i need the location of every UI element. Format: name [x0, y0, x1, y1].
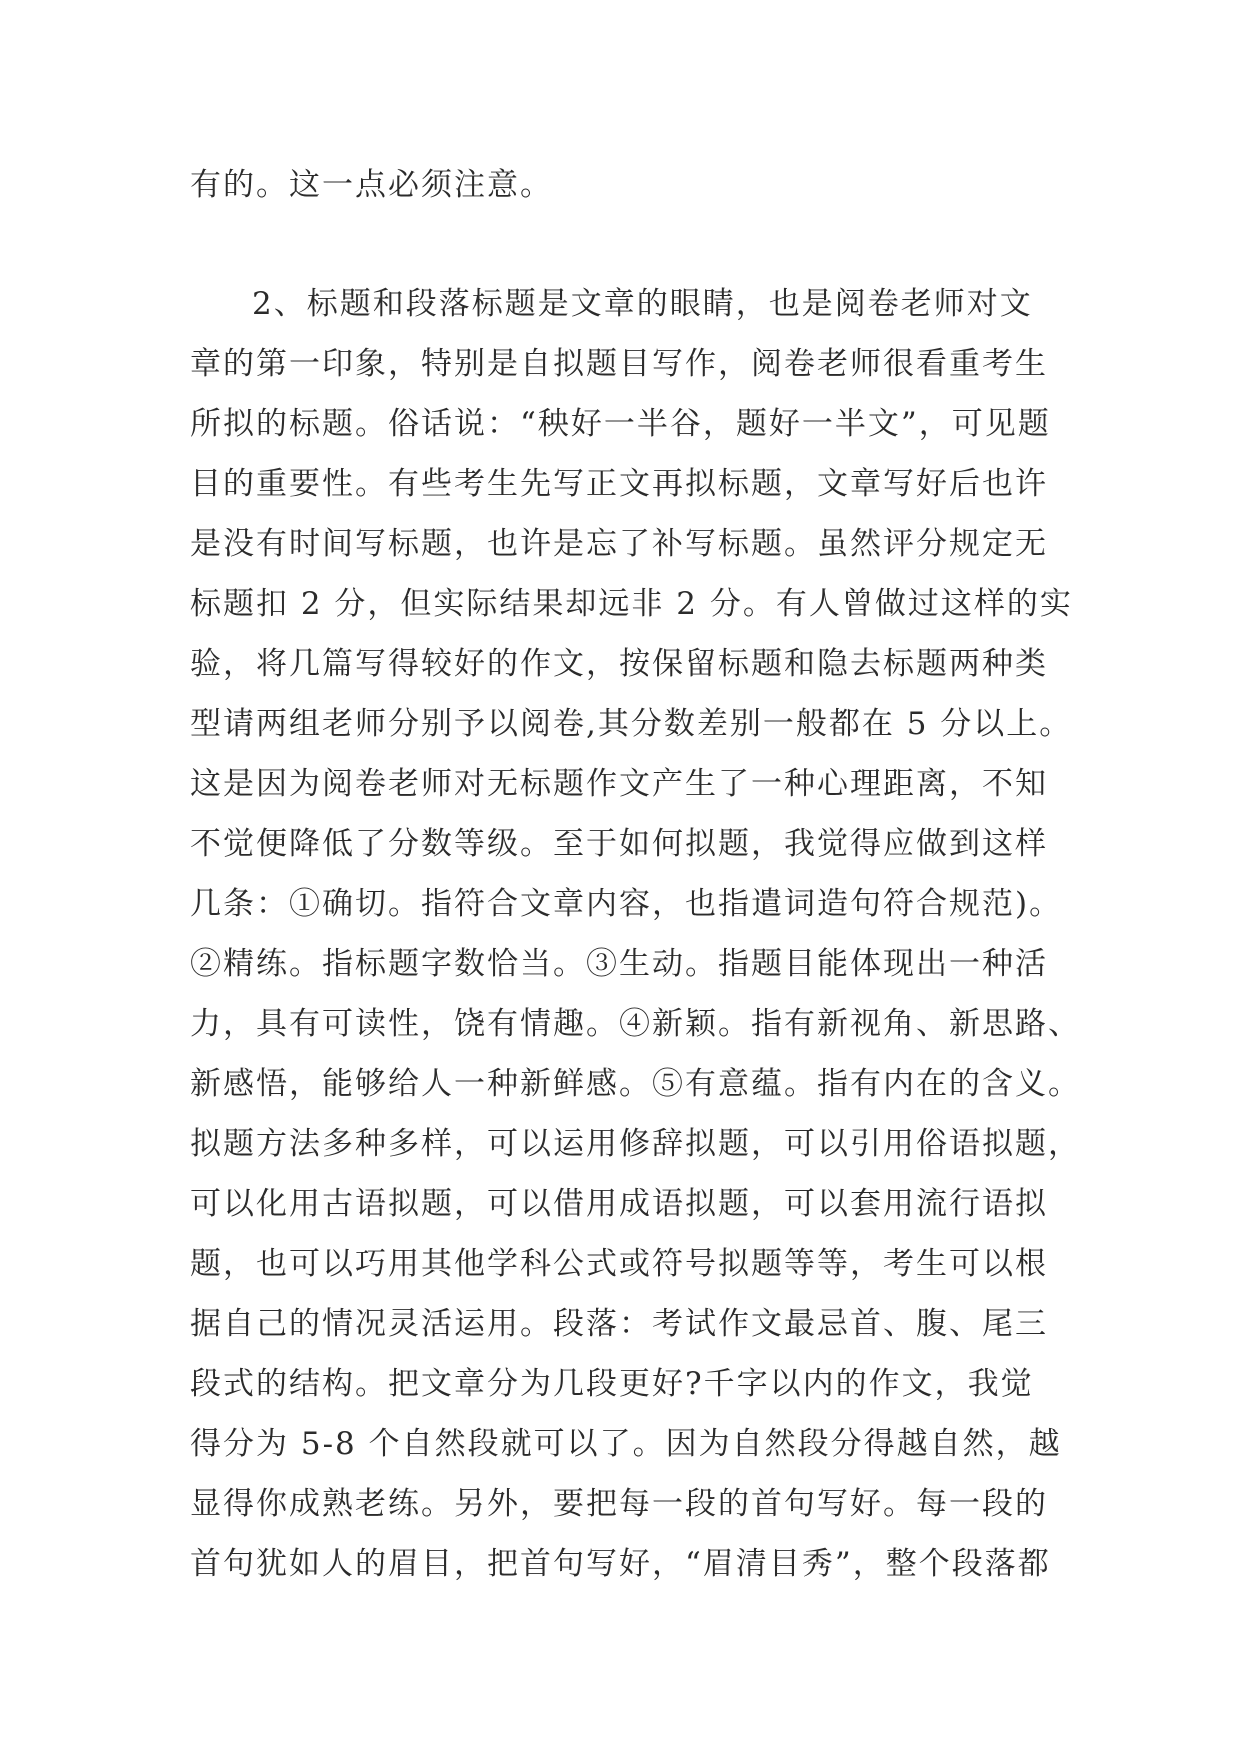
paragraph-2 — [190, 274, 1081, 1594]
text-line: 目的重要性。有些考生先写正文再拟标题，文章写好后也许 — [190, 466, 1048, 502]
text-line: 2、标题和段落标题是文章的眼睛，也是阅卷老师对文 — [252, 286, 1033, 322]
continuation-text — [190, 155, 1050, 215]
text-line: 首句犹如人的眉目，把首句写好，“眉清目秀”，整个段落都 — [190, 1546, 1051, 1582]
text-line: 型请两组老师分别予以阅卷,其分数差别一般都在 5 分以上。 — [190, 706, 1073, 742]
text-line: 可以化用古语拟题，可以借用成语拟题，可以套用流行语拟 — [190, 1186, 1048, 1222]
text-line: 这是因为阅卷老师对无标题作文产生了一种心理距离，不知 — [190, 766, 1048, 802]
text-line: 不觉便降低了分数等级。至于如何拟题，我觉得应做到这样 — [190, 826, 1048, 862]
text-line: 据自己的情况灵活运用。段落：考试作文最忌首、腹、尾三 — [190, 1306, 1048, 1342]
text-line: 有的。这一点必须注意。 — [190, 167, 553, 203]
text-line: 所拟的标题。俗话说：“秧好一半谷，题好一半文”，可见题 — [190, 406, 1051, 442]
text-line: 得分为 5-8 个自然段就可以了。因为自然段分得越自然，越 — [190, 1426, 1062, 1462]
text-line: 是没有时间写标题，也许是忘了补写标题。虽然评分规定无 — [190, 526, 1048, 562]
text-line: 题，也可以巧用其他学科公式或符号拟题等等，考生可以根 — [190, 1246, 1048, 1282]
text-line: 拟题方法多种多样，可以运用修辞拟题，可以引用俗语拟题， — [190, 1126, 1081, 1162]
text-line: 力，具有可读性，饶有情趣。④新颖。指有新视角、新思路、 — [190, 1006, 1081, 1042]
text-line: 标题扣 2 分，但实际结果却远非 2 分。有人曾做过这样的实 — [190, 586, 1073, 622]
text-line: 显得你成熟老练。另外，要把每一段的首句写好。每一段的 — [190, 1486, 1048, 1522]
text-line: 验，将几篇写得较好的作文，按保留标题和隐去标题两种类 — [190, 646, 1048, 682]
text-line: 段式的结构。把文章分为几段更好?千字以内的作文，我觉 — [190, 1366, 1034, 1402]
text-line: 几条：①确切。指符合文章内容，也指遣词造句符合规范)。 — [190, 886, 1063, 922]
text-line: 新感悟，能够给人一种新鲜感。⑤有意蕴。指有内在的含义。 — [190, 1066, 1081, 1102]
text-line: 章的第一印象，特别是自拟题目写作，阅卷老师很看重考生 — [190, 346, 1048, 382]
text-line: ②精练。指标题字数恰当。③生动。指题目能体现出一种活 — [190, 946, 1048, 982]
